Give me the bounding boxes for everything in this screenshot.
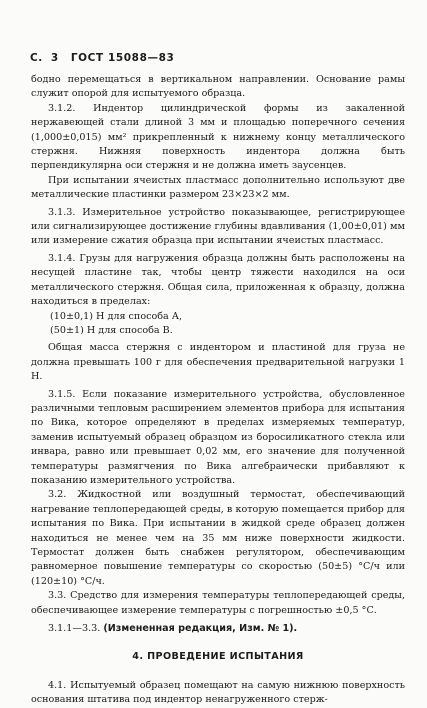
- clause-3-1-3: 3.1.3. Измерительное устройство показывающее, регистрирующее или сигнализирующее достижение глубины вдавливания (1,00±0,01) мм или измерение сжатия образца при испытании ячеистых пластмасс.: [31, 206, 405, 247]
- paragraph-continuation: бодно перемещаться в вертикальном направлении. Основание рамы служит опорой для испытуемого образца.: [31, 74, 405, 100]
- amendment-text: (Измененная редакция, Изм. № 1).: [103, 623, 298, 635]
- page-number: 3: [50, 52, 59, 64]
- clause-3-2: 3.2. Жидкостной или воздушный термостат, обеспечивающий нагревание теплопередающей среды, в которую помещается прибор для испытания по Вика. При испытании в жидкой среде образец должен находиться не менее чем на 35 мм ниже поверхности жидкости. Термостат должен быть снабжен регулятором, обеспечивающим равномерное повышение температуры со скоростью (50±5) °С/ч или (120±10) °С/ч.: [31, 489, 405, 587]
- clause-3-1-4: 3.1.4. Грузы для нагружения образца должны быть расположены на несущей пластине так, чтобы центр тяжести находился на оси металлического стержня. Общая сила, приложенная к образцу, должна находиться в пределах:: [31, 252, 405, 308]
- clause-3-3: 3.3. Средство для измерения температуры теплопередающей среды, обеспечивающее измерение температуры с погрешностью ±0,5 °С.: [31, 590, 405, 616]
- page-header: [30, 52, 174, 64]
- amendment-range: 3.1.1—3.3.: [48, 623, 101, 635]
- load-method-a: (10±0,1) Н для способа А,: [50, 310, 183, 322]
- amendment-note: [31, 622, 405, 636]
- paragraph-cellular-plastics: При испытании ячеистых пластмасс дополнительно используют две металлические пластинки размером 23×23×2 мм.: [31, 174, 405, 201]
- clause-3-1-2: 3.1.2. Индентор цилиндрической формы из закаленной нержавеющей стали длиной 3 мм и площадью поперечного сечения (1,000±0,015) мм² прикрепленный к нижнему концу металлического стержня. Нижняя поверхность индентора должна быть перпендикулярна оси стержня и не должна иметь заусенцев.: [31, 102, 405, 172]
- document-body: [31, 73, 405, 708]
- load-method-b: (50±1) Н для способа В.: [50, 324, 173, 336]
- standard-code: ГОСТ 15088—83: [70, 52, 175, 64]
- section-title: 4. ПРОВЕДЕНИЕ ИСПЫТАНИЯ: [132, 651, 304, 663]
- clause-3-1-5: 3.1.5. Если показание измерительного устройства, обусловленное различными тепловым расширением элементов прибора для испытания по Вика, которое определяют в пределах измеряемых температур, заменив испытуемый образец образцом из боросиликатного стекла или инвара, равно или превышает 0,02 мм, его значение для полученной температуры размягчения по Вика алгебраически прибавляют к показанию измерительного устройства.: [31, 388, 405, 486]
- paragraph-total-mass: Общая масса стержня с индентором и пластиной для груза не должна превышать 100 г для обеспечения предварительной нагрузки 1 Н.: [31, 342, 405, 383]
- clause-4-1: 4.1. Испытуемый образец помещают на самую нижнюю поверхность основания штатива под индентор ненагруженного стерж-: [31, 679, 405, 706]
- page-label: С.: [30, 52, 43, 64]
